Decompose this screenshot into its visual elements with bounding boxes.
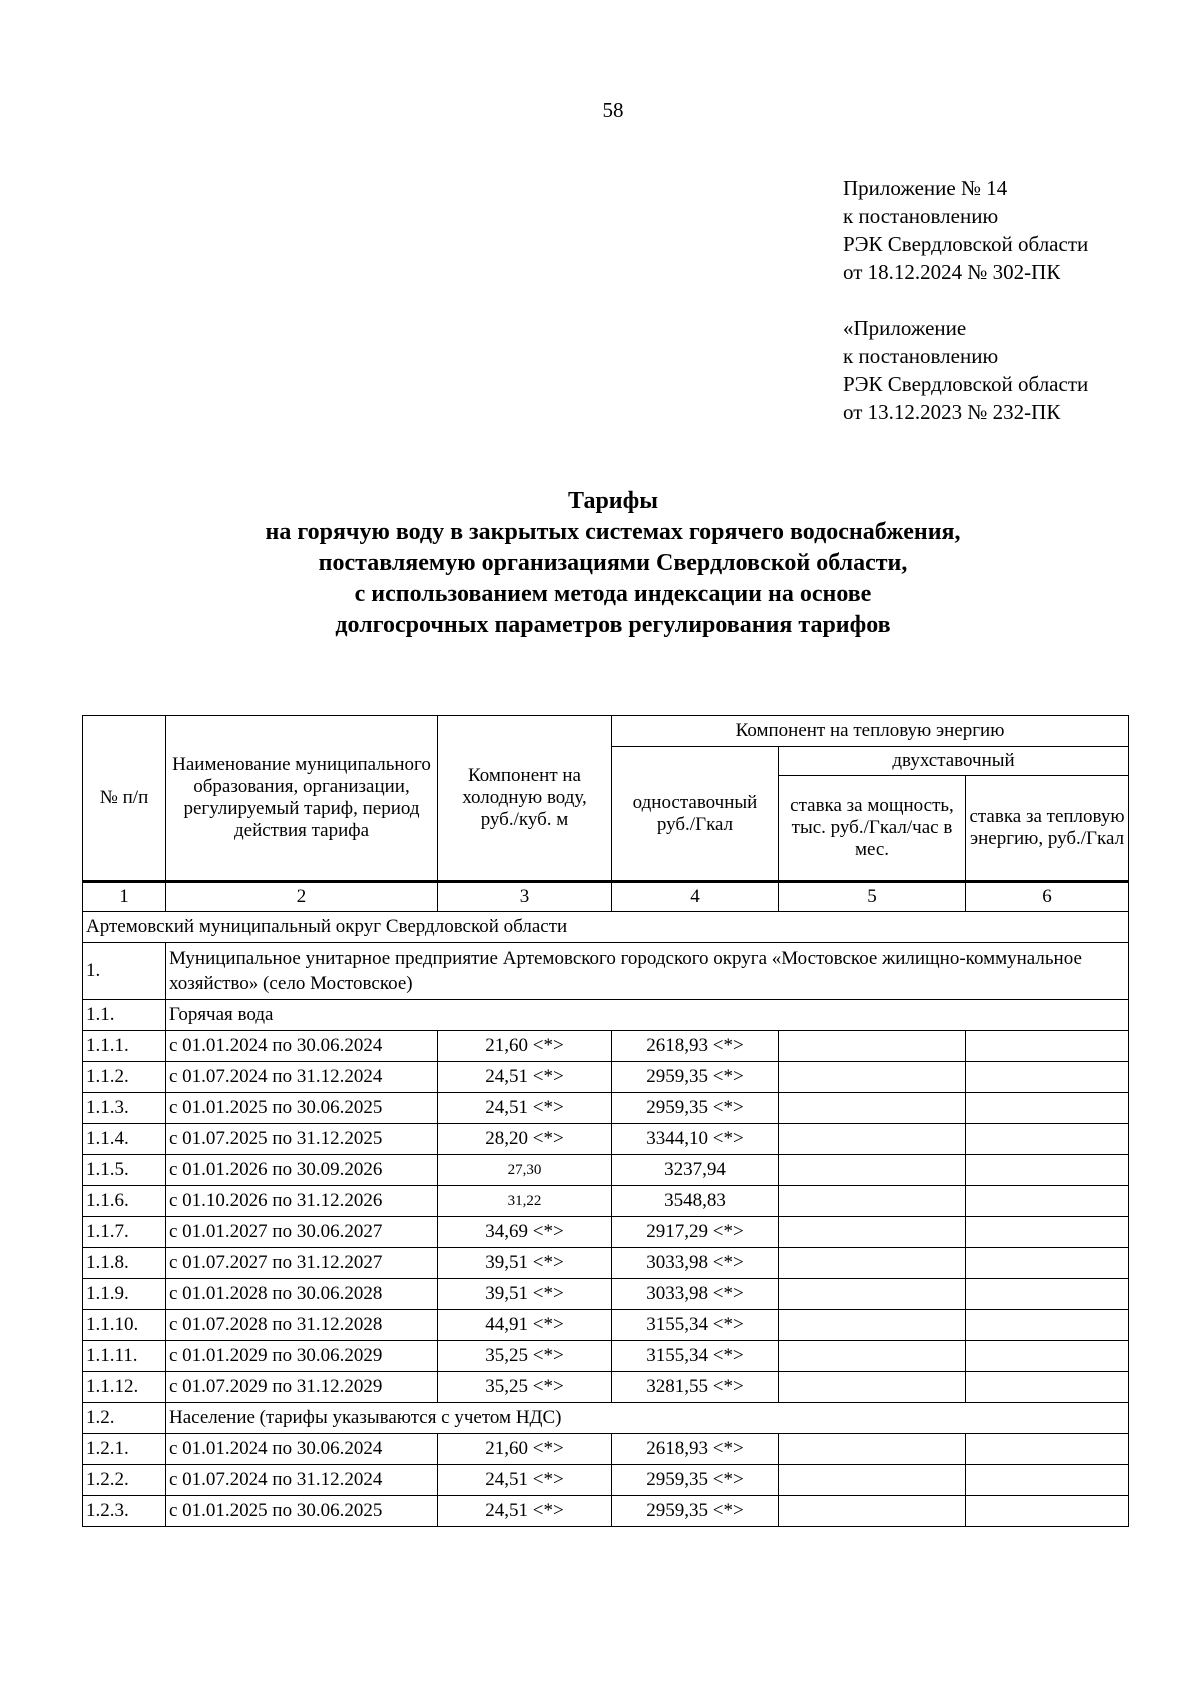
organization-row <box>83 943 1129 1000</box>
row-number: 1.2.1. <box>83 1434 166 1465</box>
row-number: 1.1.10. <box>83 1310 166 1341</box>
cold-water-component: 24,51 <*> <box>438 1093 612 1124</box>
cold-water-component: 28,20 <*> <box>438 1124 612 1155</box>
energy-rate-value <box>966 1062 1129 1093</box>
energy-rate-value <box>966 1031 1129 1062</box>
tariff-period: с 01.07.2029 по 31.12.2029 <box>166 1372 438 1403</box>
municipality-name: Артемовский муниципальный округ Свердловской области <box>83 912 1129 943</box>
energy-rate-value <box>966 1434 1129 1465</box>
column-number: 2 <box>166 882 438 912</box>
title-line: Тарифы <box>568 488 658 514</box>
tariff-row <box>83 1341 1129 1372</box>
header-heat-component: Компонент на тепловую энергию <box>612 716 1129 747</box>
appendix-line: РЭК Свердловской области <box>843 372 1089 396</box>
energy-rate-value <box>966 1341 1129 1372</box>
single-rate-value: 3344,10 <*> <box>612 1124 779 1155</box>
row-number: 1.1.9. <box>83 1279 166 1310</box>
capacity-rate-value <box>779 1372 966 1403</box>
row-number: 1.1.5. <box>83 1155 166 1186</box>
group-row-population <box>83 1403 1129 1434</box>
column-number: 3 <box>438 882 612 912</box>
tariff-period: с 01.01.2029 по 30.06.2029 <box>166 1341 438 1372</box>
tariff-row <box>83 1372 1129 1403</box>
cold-water-component: 39,51 <*> <box>438 1248 612 1279</box>
single-rate-value: 2959,35 <*> <box>612 1062 779 1093</box>
tariff-period: с 01.07.2028 по 31.12.2028 <box>166 1310 438 1341</box>
appendix-line: от 18.12.2024 № 302-ПК <box>843 260 1061 284</box>
cold-water-component: 31,22 <box>438 1186 612 1217</box>
row-number: 1.1.7. <box>83 1217 166 1248</box>
cold-water-component: 35,25 <*> <box>438 1372 612 1403</box>
energy-rate-value <box>966 1217 1129 1248</box>
tariff-period: с 01.07.2024 по 31.12.2024 <box>166 1465 438 1496</box>
row-number: 1.1.11. <box>83 1341 166 1372</box>
single-rate-value: 3237,94 <box>612 1155 779 1186</box>
capacity-rate-value <box>779 1279 966 1310</box>
capacity-rate-value <box>779 1186 966 1217</box>
cold-water-component: 24,51 <*> <box>438 1496 612 1527</box>
row-number: 1.1. <box>83 1000 166 1031</box>
appendix-line: от 13.12.2023 № 232-ПК <box>843 400 1061 424</box>
capacity-rate-value <box>779 1217 966 1248</box>
capacity-rate-value <box>779 1031 966 1062</box>
row-number: 1.1.3. <box>83 1093 166 1124</box>
header-num: № п/п <box>83 716 166 882</box>
cold-water-component: 21,60 <*> <box>438 1031 612 1062</box>
single-rate-value: 2959,35 <*> <box>612 1465 779 1496</box>
tariff-period: с 01.01.2027 по 30.06.2027 <box>166 1217 438 1248</box>
energy-rate-value <box>966 1248 1129 1279</box>
capacity-rate-value <box>779 1434 966 1465</box>
cold-water-component: 44,91 <*> <box>438 1310 612 1341</box>
cold-water-component: 21,60 <*> <box>438 1434 612 1465</box>
row-number: 1.2.3. <box>83 1496 166 1527</box>
capacity-rate-value <box>779 1341 966 1372</box>
row-number: 1.1.2. <box>83 1062 166 1093</box>
capacity-rate-value <box>779 1124 966 1155</box>
single-rate-value: 2618,93 <*> <box>612 1031 779 1062</box>
row-number: 1.1.6. <box>83 1186 166 1217</box>
appendix-line: «Приложение <box>843 316 967 340</box>
row-number: 1.2. <box>83 1403 166 1434</box>
tariff-period: с 01.01.2025 по 30.06.2025 <box>166 1496 438 1527</box>
capacity-rate-value <box>779 1465 966 1496</box>
row-number: 1. <box>83 943 166 1000</box>
column-number: 4 <box>612 882 779 912</box>
tariff-row <box>83 1186 1129 1217</box>
capacity-rate-value <box>779 1310 966 1341</box>
group-label: Горячая вода <box>166 1000 1129 1031</box>
header-cold-water: Компонент на холодную воду, руб./куб. м <box>438 716 612 882</box>
column-number: 6 <box>966 882 1129 912</box>
capacity-rate-value <box>779 1062 966 1093</box>
single-rate-value: 2917,29 <*> <box>612 1217 779 1248</box>
single-rate-value: 3155,34 <*> <box>612 1310 779 1341</box>
energy-rate-value <box>966 1155 1129 1186</box>
single-rate-value: 3281,55 <*> <box>612 1372 779 1403</box>
tariff-period: с 01.07.2024 по 31.12.2024 <box>166 1062 438 1093</box>
row-number: 1.1.4. <box>83 1124 166 1155</box>
tariff-period: с 01.07.2025 по 31.12.2025 <box>166 1124 438 1155</box>
energy-rate-value <box>966 1186 1129 1217</box>
tariff-row <box>83 1062 1129 1093</box>
header-capacity-rate: ставка за мощность, тыс. руб./Гкал/час в мес. <box>779 776 966 882</box>
title-line: долгосрочных параметров регулирования тарифов <box>335 612 891 638</box>
tariff-row <box>83 1093 1129 1124</box>
column-number: 1 <box>83 882 166 912</box>
energy-rate-value <box>966 1372 1129 1403</box>
tariff-period: с 01.10.2026 по 31.12.2026 <box>166 1186 438 1217</box>
tariff-row <box>83 1248 1129 1279</box>
tariff-row <box>83 1155 1129 1186</box>
tariff-row <box>83 1217 1129 1248</box>
tariff-row <box>83 1124 1129 1155</box>
energy-rate-value <box>966 1496 1129 1527</box>
row-number: 1.1.1. <box>83 1031 166 1062</box>
tariff-row <box>83 1434 1129 1465</box>
cold-water-component: 39,51 <*> <box>438 1279 612 1310</box>
tariff-period: с 01.01.2026 по 30.09.2026 <box>166 1155 438 1186</box>
tariff-row <box>83 1310 1129 1341</box>
group-label: Население (тарифы указываются с учетом НДС) <box>166 1403 1129 1434</box>
single-rate-value: 3033,98 <*> <box>612 1248 779 1279</box>
cold-water-component: 24,51 <*> <box>438 1062 612 1093</box>
single-rate-value: 3033,98 <*> <box>612 1279 779 1310</box>
title-line: на горячую воду в закрытых системах горячего водоснабжения, <box>265 519 961 545</box>
single-rate-value: 2959,35 <*> <box>612 1496 779 1527</box>
tariff-period: с 01.01.2025 по 30.06.2025 <box>166 1093 438 1124</box>
tariff-period: с 01.01.2024 по 30.06.2024 <box>166 1031 438 1062</box>
column-numbers-row <box>83 882 1129 912</box>
municipality-row <box>83 912 1129 943</box>
single-rate-value: 2618,93 <*> <box>612 1434 779 1465</box>
tariff-row <box>83 1465 1129 1496</box>
single-rate-value: 3548,83 <box>612 1186 779 1217</box>
appendix-current <box>843 174 1088 286</box>
tariff-row <box>83 1279 1129 1310</box>
appendix-line: Приложение № 14 <box>843 176 1008 200</box>
cold-water-component: 34,69 <*> <box>438 1217 612 1248</box>
tariff-period: с 01.01.2028 по 30.06.2028 <box>166 1279 438 1310</box>
cold-water-component: 24,51 <*> <box>438 1465 612 1496</box>
header-name: Наименование муниципального образования, организации, регулируемый тариф, период действия тарифа <box>166 716 438 882</box>
energy-rate-value <box>966 1124 1129 1155</box>
capacity-rate-value <box>779 1155 966 1186</box>
appendix-line: к постановлению <box>843 204 999 228</box>
group-row-hot-water <box>83 1000 1129 1031</box>
tariff-row <box>83 1031 1129 1062</box>
title-line: поставляемую организациями Свердловской области, <box>318 550 908 576</box>
document-title <box>0 486 1200 641</box>
title-line: с использованием метода индексации на основе <box>354 581 872 607</box>
single-rate-value: 3155,34 <*> <box>612 1341 779 1372</box>
column-number: 5 <box>779 882 966 912</box>
capacity-rate-value <box>779 1248 966 1279</box>
tariff-table <box>82 715 1129 1527</box>
cold-water-component: 35,25 <*> <box>438 1341 612 1372</box>
cold-water-component: 27,30 <box>438 1155 612 1186</box>
row-number: 1.2.2. <box>83 1465 166 1496</box>
energy-rate-value <box>966 1279 1129 1310</box>
tariff-row <box>83 1496 1129 1527</box>
header-energy-rate: ставка за тепловую энергию, руб./Гкал <box>966 776 1129 882</box>
capacity-rate-value <box>779 1093 966 1124</box>
appendix-line: РЭК Свердловской области <box>843 232 1089 256</box>
appendix-previous <box>843 314 1088 426</box>
single-rate-value: 2959,35 <*> <box>612 1093 779 1124</box>
tariff-period: с 01.07.2027 по 31.12.2027 <box>166 1248 438 1279</box>
header-single-rate: одноставочный руб./Гкал <box>612 747 779 882</box>
energy-rate-value <box>966 1093 1129 1124</box>
row-number: 1.1.8. <box>83 1248 166 1279</box>
page-number: 58 <box>602 98 624 122</box>
energy-rate-value <box>966 1465 1129 1496</box>
appendix-line: к постановлению <box>843 344 999 368</box>
capacity-rate-value <box>779 1496 966 1527</box>
row-number: 1.1.12. <box>83 1372 166 1403</box>
header-two-part: двухставочный <box>779 747 1129 776</box>
tariff-period: с 01.01.2024 по 30.06.2024 <box>166 1434 438 1465</box>
energy-rate-value <box>966 1310 1129 1341</box>
organization-name: Муниципальное унитарное предприятие Артемовского городского округа «Мостовское жилищно-коммунальное хозяйство» (село Мостовское) <box>166 943 1129 1000</box>
